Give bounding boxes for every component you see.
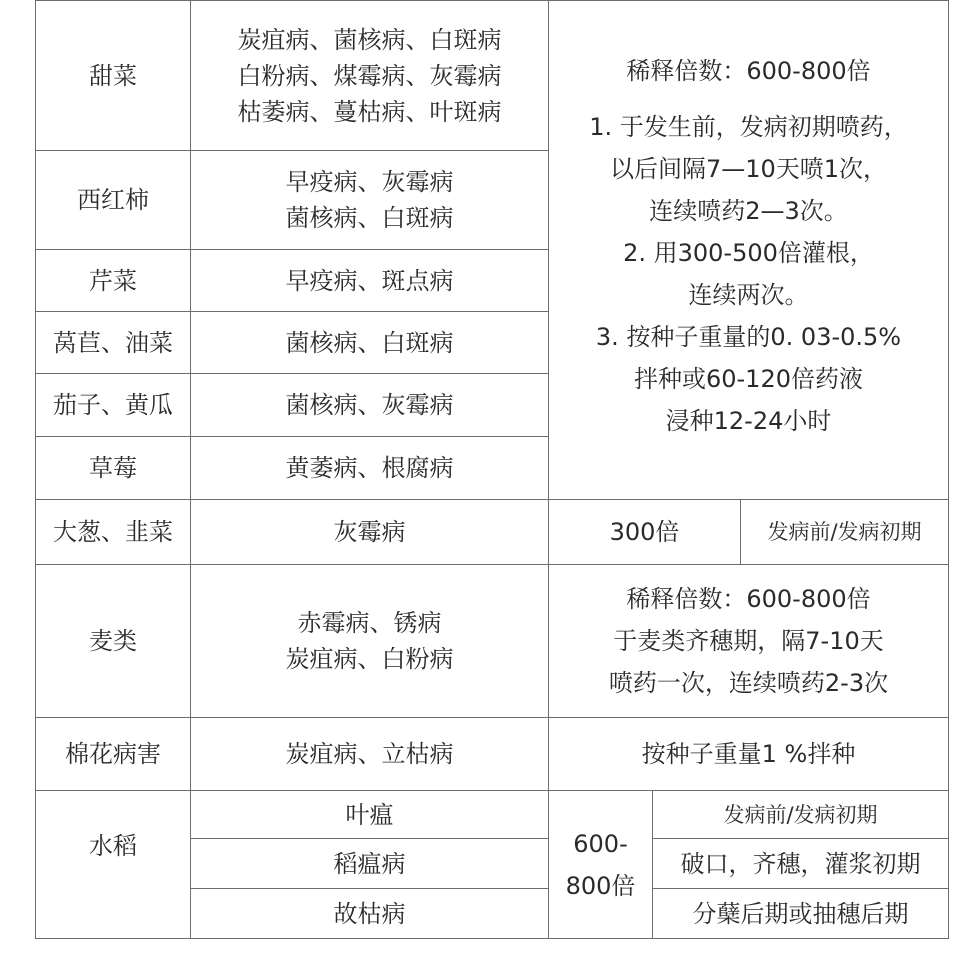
usage-line: 喷药一次，连续喷药2-3次 [608,669,889,697]
cotton-usage-cell [549,718,948,790]
disease-cell [191,718,548,790]
disease-cell [191,151,548,249]
usage-line: 连续喷药2—3次。 [649,197,848,225]
crop-name: 茄子、黄瓜 [53,391,173,419]
disease-cell [191,1,548,150]
usage-line: 拌种或60-120倍药液 [633,365,863,393]
dose-text: 600- [573,829,628,858]
disease-line: 早疫病、灰霉病 [285,168,454,196]
timing-text: 破口，齐穗，灌浆初期 [680,849,921,878]
rice-timing-cell [653,889,948,938]
rice-dose-cell [549,791,652,938]
wheat-usage-cell [549,565,948,717]
disease-line: 赤霉病、锈病 [297,609,442,637]
disease-cell [191,889,548,938]
usage-line: 1. 于发生前，发病初期喷药， [589,113,908,141]
crop-name: 芹菜 [89,266,137,295]
crop-cell [36,500,190,564]
disease-cell [191,839,548,888]
disease-line: 故枯病 [333,899,406,928]
disease-cell [191,437,548,499]
usage-line: 以后间隔7—10天喷1次， [609,155,888,183]
usage-line: 按种子重量1 %拌种 [641,740,856,768]
crop-name: 麦类 [89,627,137,655]
disease-line: 菌核病、白斑病 [285,328,454,357]
usage-line: 连续两次。 [688,281,809,309]
crop-name: 西红柿 [77,186,149,214]
crop-name: 水稻 [89,832,137,860]
disease-cell [191,565,548,717]
usage-line: 稀释倍数：600-800倍 [626,585,871,613]
usage-line: 2. 用300-500倍灌根， [623,239,874,267]
disease-line: 灰霉病 [333,518,406,546]
vegetable-usage-cell [549,50,948,450]
crop-cell [36,565,190,717]
disease-line: 黄萎病、根腐病 [285,454,454,482]
disease-cell [191,250,548,311]
crop-name: 棉花病害 [65,740,161,768]
crop-cell [36,437,190,499]
crop-name: 莴苣、油菜 [53,328,173,357]
disease-line: 菌核病、灰霉病 [285,391,454,419]
disease-line: 叶瘟 [345,800,394,829]
crop-name: 草莓 [89,454,137,482]
disease-cell [191,374,548,436]
rice-timing-cell [653,791,948,838]
usage-line: 浸种12-24小时 [665,407,832,435]
dose-text: 300倍 [609,518,680,546]
disease-line: 炭疽病、立枯病 [285,740,454,768]
disease-line: 早疫病、斑点病 [285,266,454,295]
usage-line: 稀释倍数：600-800倍 [626,57,871,85]
dose-text: 800倍 [565,871,636,900]
timing-text: 发病前/发病初期 [723,802,878,827]
timing-text: 发病前/发病初期 [767,520,922,544]
crop-cell [36,1,190,150]
disease-line: 炭疽病、菌核病、白斑病 [237,25,502,54]
disease-line: 菌核病、白斑病 [285,204,454,232]
crop-cell [36,718,190,790]
crop-cell [36,312,190,373]
usage-line: 3. 按种子重量的0. 03-0.5% [595,323,902,351]
usage-line: 于麦类齐穗期，隔7-10天 [613,627,884,655]
rice-timing-cell [653,839,948,888]
crop-cell [36,151,190,249]
crop-cell [36,250,190,311]
disease-line: 白粉病、煤霉病、灰霉病 [237,61,502,90]
disease-cell [191,312,548,373]
crop-name: 大葱、韭菜 [53,518,173,546]
disease-line: 枯萎病、蔓枯病、叶斑病 [237,97,502,126]
disease-cell [191,791,548,838]
crop-cell [36,791,190,901]
timing-text: 分蘖后期或抽穗后期 [692,899,909,928]
crop-cell [36,374,190,436]
disease-line: 稻瘟病 [333,849,406,878]
crop-name: 甜菜 [89,61,137,90]
onion-dose-cell [549,500,740,564]
onion-timing-cell [741,500,948,564]
disease-cell [191,500,548,564]
disease-line: 炭疽病、白粉病 [285,645,454,673]
